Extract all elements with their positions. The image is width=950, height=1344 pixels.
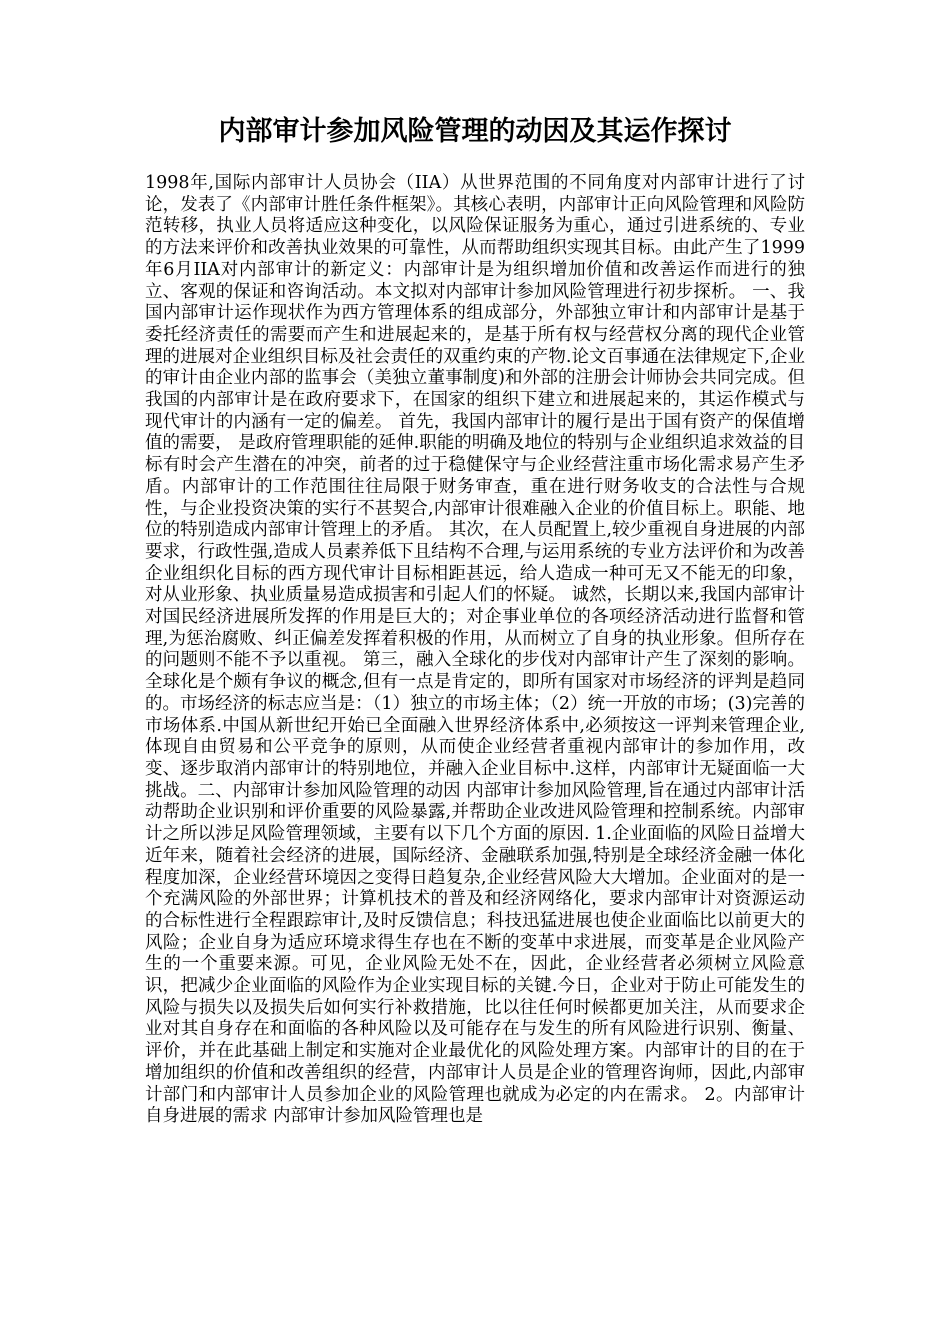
document-title: 内部审计参加风险管理的动因及其运作探讨 [218, 116, 732, 147]
document-body-text: 1998年,国际内部审计人员协会（IIA）从世界范围的不同角度对内部审计进行了讨论，发表了《内部审计胜任条件框架》。其核心表明，内部审计正向风险管理和风险防范转移，执业人员将适应这种变化，以风险保证服务为重心，通过引进系统的、专业的方法来评价和改善执业效果的可靠性，从而帮助组织实现其目标。由此产生了1999年6月IIA对内部审计的新定义：内部审计是为组织增加价值和改善运作而进行的独立、客观的保证和咨询活动。本文拟对内部审计参加风险管理进行初步探析。 一、我国内部审计运作现状作为西方管理体系的组成部分，外部独立审计和内部审计是基于委托经济责任的需要而产生和进展起来的，是基于所有权与经营权分离的现代企业管理的进展对企业组织目标及社会责任的双重约束的产物.论文百事通在法律规定下,企业的审计由企业内部的监事会（美独立董事制度)和外部的注册会计师协会共同完成。但我国的内部审计是在政府要求下，在国家的组织下建立和进展起来的，其运作模式与现代审计的内涵有一定的偏差。 首先，我国内部审计的履行是出于国有资产的保值增值的需要， 是政府管理职能的延伸.职能的明确及地位的特别与企业组织追求效益的目标有时会产生潜在的冲突，前者的过于稳健保守与企业经营注重市场化需求易产生矛盾。内部审计的工作范围往往局限于财务审查，重在进行财务收支的合法性与合规性，与企业投资决策的实行不甚契合,内部审计很难融入企业的价值目标上。职能、地位的特别造成内部审计管理上的矛盾。 其次，在人员配置上,较少重视自身进展的内部要求，行政性强,造成人员素养低下且结构不合理,与运用系统的专业方法评价和为改善企业组织化目标的西方现代审计目标相距甚远，给人造成一种可无又不能无的印象，对从业形象、执业质量易造成损害和引起人们的怀疑。 诚然，长期以来,我国内部审计对国民经济进展所发挥的作用是巨大的；对企事业单位的各项经济活动进行监督和管理,为惩治腐败、纠正偏差发挥着积极的作用，从而树立了自身的执业形象。但所存在的问题则不能不予以重视。 第三，融入全球化的步伐对内部审计产生了深刻的影响。全球化是个颇有争议的概念,但有一点是肯定的，即所有国家对市场经济的评判是趋同的。市场经济的标志应当是：（1）独立的市场主体；（2）统一开放的市场；(3)完善的市场体系.中国从新世纪开始已全面融入世界经济体系中,必须按这一评判来管理企业,体现自由贸易和公平竞争的原则，从而使企业经营者重视内部审计的参加作用，改变、逐步取消内部审计的特别地位，并融入企业目标中.这样，内部审计无疑面临一大挑战。二、内部审计参加风险管理的动因 内部审计参加风险管理,旨在通过内部审计活动帮助企业识别和评价重要的风险暴露,并帮助企业改进风险管理和控制系统。内部审计之所以涉足风险管理领域，主要有以下几个方面的原因. 1.企业面临的风险日益增大 近年来，随着社会经济的进展，国际经济、金融联系加强,特别是全球经济金融一体化程度加深，企业经营环境因之变得日趋复杂,企业经营风险大大增加。企业面对的是一个充满风险的外部世界；计算机技术的普及和经济网络化，要求内部审计对资源运动的合标性进行全程跟踪审计,及时反馈信息；科技迅猛进展也使企业面临比以前更大的风险；企业自身为适应环境求得生存也在不断的变革中求进展，而变革是企业风险产生的一个重要来源。可见，企业风险无处不在，因此，企业经营者必须树立风险意识，把减少企业面临的风险作为企业实现目标的关键.今日，企业对于防止可能发生的风险与损失以及损失后如何实行补救措施，比以往任何时候都更加关注，从而要求企业对其自身存在和面临的各种风险以及可能存在与发生的所有风险进行识别、衡量、评价，并在此基础上制定和实施对企业最优化的风险处理方案。内部审计的目的在于增加组织的价值和改善组织的经营，内部审计人员是企业的管理咨询师，因此,内部审计部门和内部审计人员参加企业的风险管理也就成为必定的内在需求。 2。内部审计自身进展的需求 内部审计参加风险管理也是 [145, 173, 805, 1127]
